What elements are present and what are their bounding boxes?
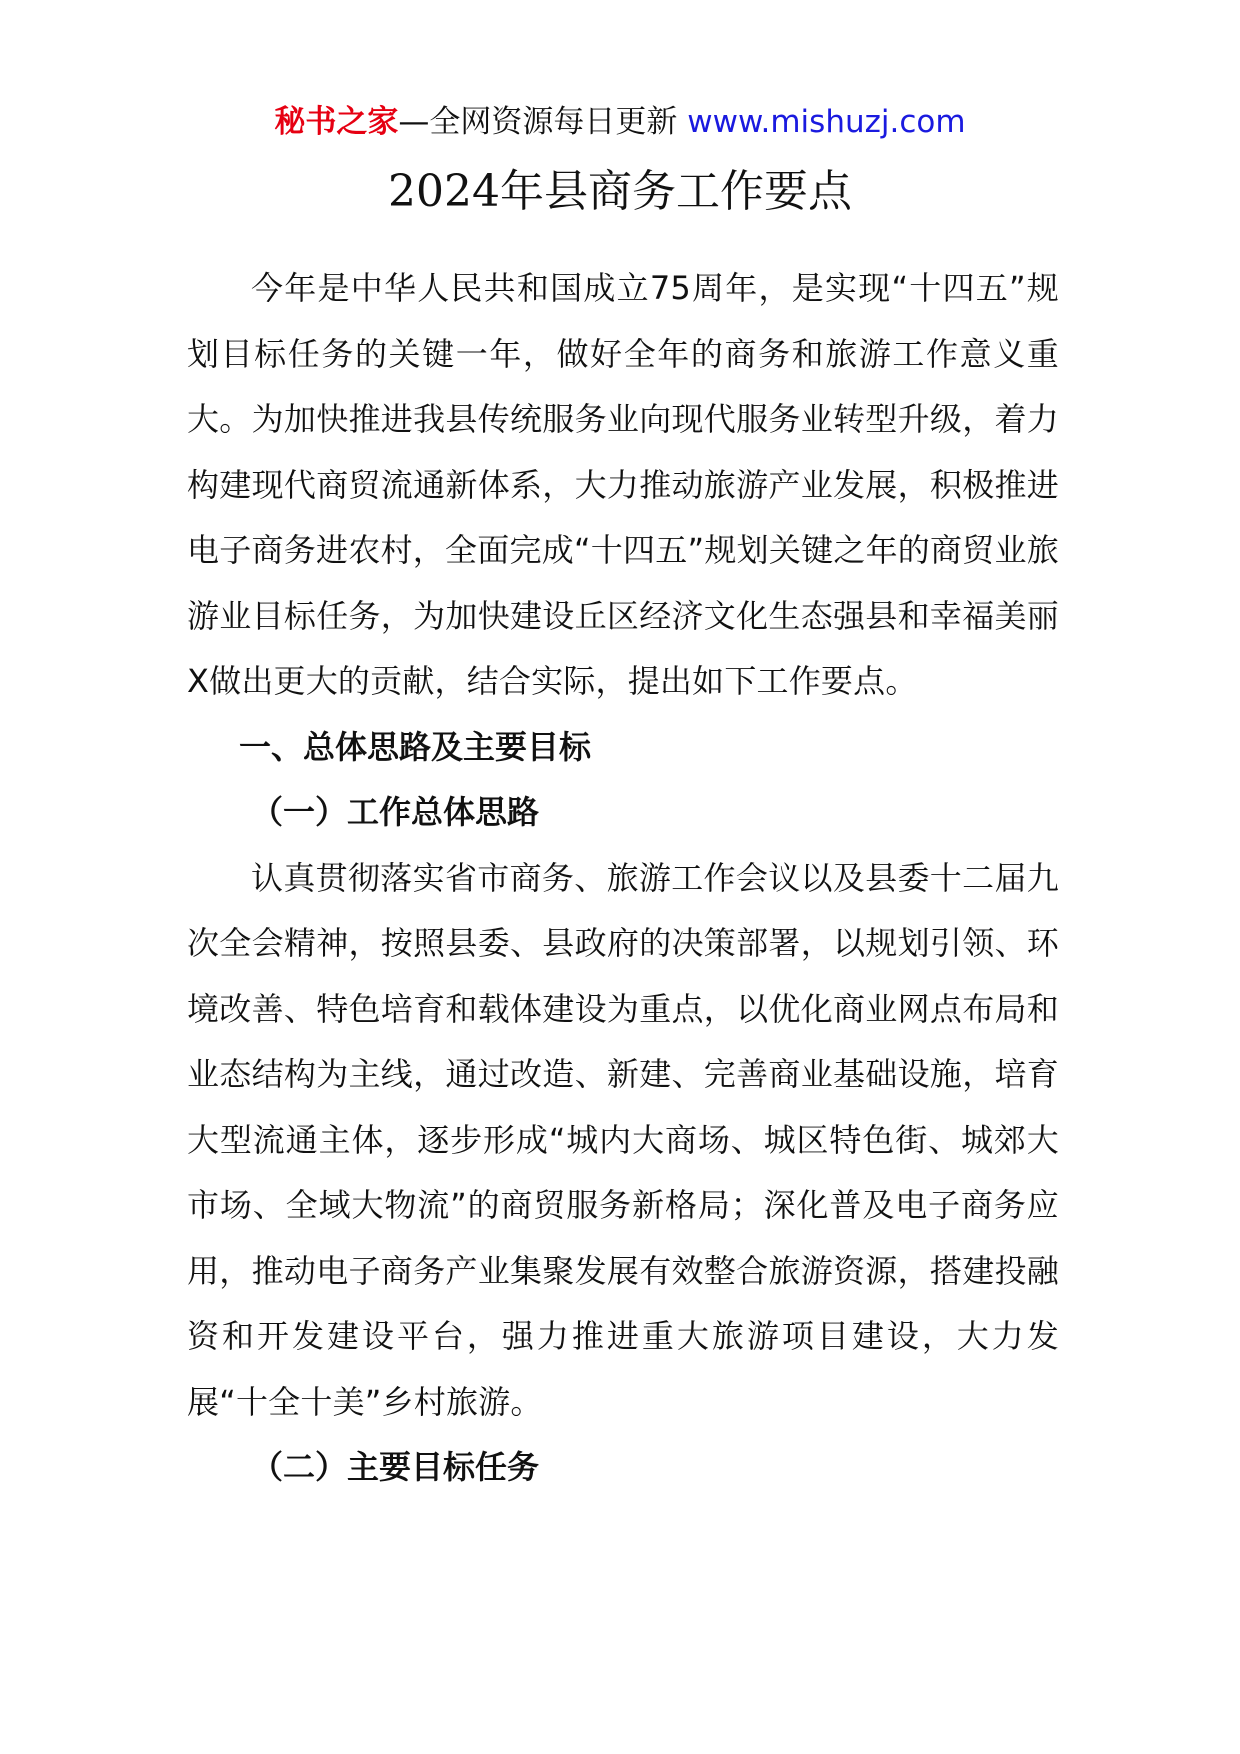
subsection-heading: （二）主要目标任务 — [251, 1448, 540, 1486]
site-name: 秘书之家 — [274, 104, 399, 140]
document-title: 2024年县商务工作要点 — [388, 166, 852, 217]
site-tagline: —全网资源每日更新 — [398, 104, 678, 140]
subsection-heading: （一）工作总体思路 — [251, 793, 540, 831]
site-url-link[interactable]: www.mishuzj.com — [687, 104, 966, 140]
site-header — [0, 100, 1240, 144]
intro-paragraph: 今年是中华人民共和国成立75周年，是实现“十四五”规划目标任务的关键一年，做好全年的商务和旅游工作意义重大。为加快推进我县传统服务业向现代服务业转型升级，着力构建现代商贸流通新体系，大力推动旅游产业发展，积极推进电子商务进农村，全面完成“十四五”规划关键之年的商贸业旅游业目标任务，为加快建设丘区经济文化生态强县和幸福美丽X做出更大的贡献，结合实际，提出如下工作要点。 — [187, 269, 1059, 700]
document-body — [187, 256, 1059, 1501]
subsection-paragraph: 认真贯彻落实省市商务、旅游工作会议以及县委十二届九次全会精神，按照县委、县政府的决策部署，以规划引领、环境改善、特色培育和载体建设为重点，以优化商业网点布局和业态结构为主线，通过改造、新建、完善商业基础设施，培育大型流通主体，逐步形成“城内大商场、城区特色街、城郊大市场、全域大物流”的商贸服务新格局；深化普及电子商务应用，推动电子商务产业集聚发展有效整合旅游资源，搭建投融资和开发建设平台，强力推进重大旅游项目建设，大力发展“十全十美”乡村旅游。 — [187, 858, 1059, 1421]
section-heading: 一、总体思路及主要目标 — [239, 727, 592, 766]
